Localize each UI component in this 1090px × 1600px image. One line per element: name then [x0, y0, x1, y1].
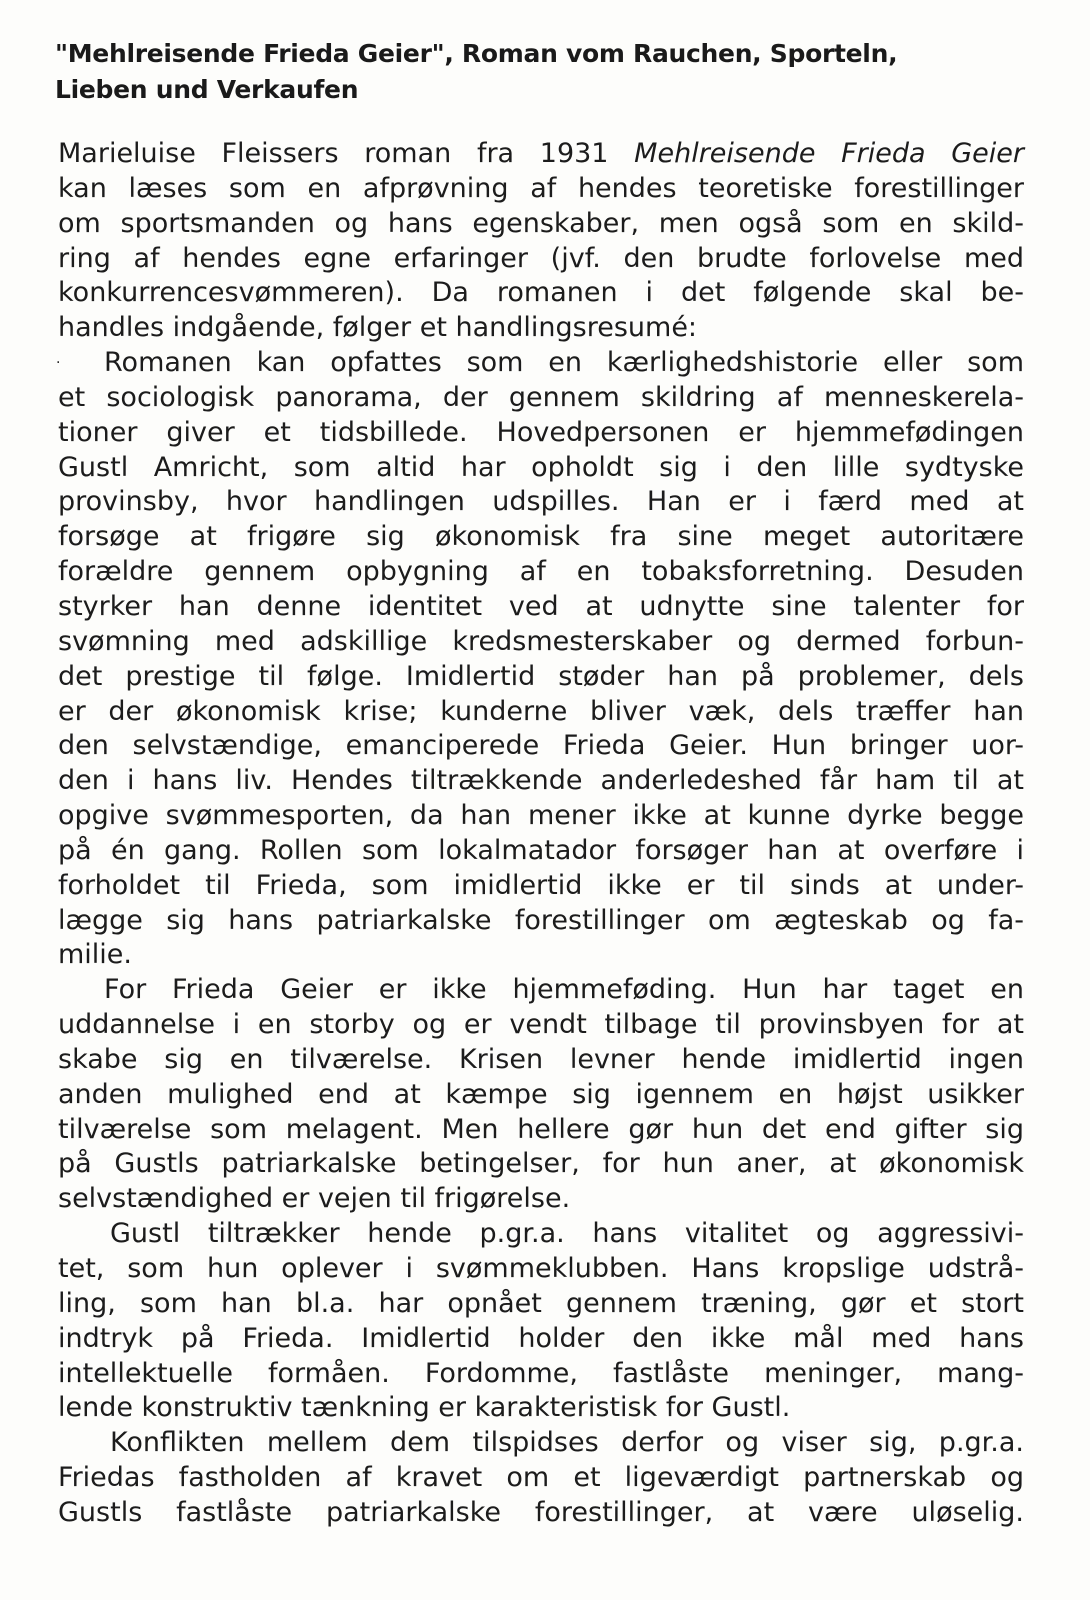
text-line: Friedas fastholden af kravet om et ligeværdigt partnerskab og — [58, 1462, 1024, 1494]
text-line — [58, 137, 1024, 172]
text-line: tioner giver et tidsbillede. Hovedpersonen er hjemmefødingen — [58, 416, 1024, 448]
text-line: lende konstruktiv tænkning er karakteristisk for Gustl. — [58, 1392, 791, 1424]
text-line: opgive svømmesporten, da han mener ikke at kunne dyrke begge — [58, 800, 1024, 832]
text-line: kan læses som en afprøvning af hendes teoretiske forestillinger — [58, 172, 1024, 204]
text-line: ling, som han bl.a. har opnået gennem træning, gør et stort — [58, 1287, 1024, 1319]
book-title: Mehlreisende Frieda Geier — [634, 138, 1024, 169]
text-line: forældre gennem opbygning af en tobaksforretning. Desuden — [58, 556, 1024, 588]
text-line: den selvstændige, emanciperede Frieda Geier. Hun bringer uor- — [58, 730, 1024, 762]
text-line: på Gustls patriarkalske betingelser, for hun aner, at økonomisk — [58, 1148, 1024, 1180]
text-line: svømning med adskillige kredsmesterskaber og dermed forbun- — [58, 625, 1024, 657]
text-line: konkurrencesvømmeren). Da romanen i det følgende skal be- — [58, 277, 1024, 309]
text-line: Gustls fastlåste patriarkalske forestillinger, at være uløselig. — [58, 1496, 1024, 1528]
text-line: ring af hendes egne erfaringer (jvf. den brudte forlovelse med — [58, 242, 1024, 274]
text-line: forholdet til Frieda, som imidlertid ikke er til sinds at under- — [58, 869, 1024, 901]
stray-dot-mark: · — [56, 355, 61, 372]
text-line: skabe sig en tilværelse. Krisen levner hende imidlertid ingen — [58, 1043, 1024, 1075]
heading-line-2: Lieben und Verkaufen — [55, 75, 359, 104]
text-line: milie. — [58, 939, 132, 971]
text-line: uddannelse i en storby og er vendt tilbage til provinsbyen for at — [58, 1009, 1024, 1041]
text-line: Gustl tiltrækker hende p.gr.a. hans vitalitet og aggressivi- — [110, 1218, 1024, 1250]
text-fragment: Marieluise Fleissers roman fra 1931 — [58, 138, 635, 169]
text-line: det prestige til følge. Imidlertid støder han på problemer, dels — [58, 660, 1024, 692]
text-line: forsøge at frigøre sig økonomisk fra sine meget autoritære — [58, 521, 1024, 553]
text-line: indtryk på Frieda. Imidlertid holder den ikke mål med hans — [58, 1322, 1024, 1354]
text-line: lægge sig hans patriarkalske forestillinger om ægteskab og fa- — [58, 904, 1024, 936]
text-line: provinsby, hvor handlingen udspilles. Han er i færd med at — [58, 486, 1024, 518]
text-line: om sportsmanden og hans egenskaber, men også som en skild- — [58, 207, 1024, 239]
text-line: den i hans liv. Hendes tiltrækkende anderledeshed får ham til at — [58, 765, 1024, 797]
chapter-heading — [55, 36, 1035, 108]
text-line: tet, som hun oplever i svømmeklubben. Hans kropslige udstrå- — [58, 1253, 1024, 1284]
text-line: intellektuelle formåen. Fordomme, fastlåste meninger, mang- — [58, 1357, 1024, 1389]
text-line: tilværelse som melagent. Men hellere gør hun det end gifter sig — [58, 1113, 1024, 1145]
text-line: styrker han denne identitet ved at udnytte sine talenter for — [58, 590, 1024, 622]
text-line: Konflikten mellem dem tilspidses derfor og viser sig, p.gr.a. — [110, 1427, 1024, 1459]
text-line — [58, 346, 1024, 381]
text-line: anden mulighed end at kæmpe sig igennem en højst usikker — [58, 1078, 1024, 1110]
text-line: handles indgående, følger et handlingsresumé: — [58, 312, 698, 344]
text-line: er der økonomisk krise; kunderne bliver væk, dels træffer han — [58, 695, 1024, 727]
text-line: et sociologisk panorama, der gennem skildring af menneskerela- — [58, 381, 1024, 413]
text-fragment: Romanen kan opfattes som en kærlighedshistorie eller som — [104, 347, 1024, 379]
body-text — [58, 137, 1024, 1531]
text-line: selvstændighed er vejen til frigørelse. — [58, 1183, 571, 1215]
text-line: Gustl Amricht, som altid har opholdt sig i den lille sydtyske — [58, 451, 1024, 483]
text-line: på én gang. Rollen som lokalmatador forsøger han at overføre i — [58, 834, 1024, 866]
heading-line-1: "Mehlreisende Frieda Geier", Roman vom Rauchen, Sporteln, — [55, 39, 898, 68]
text-line: For Frieda Geier er ikke hjemmeføding. Hun har taget en — [104, 974, 1024, 1006]
